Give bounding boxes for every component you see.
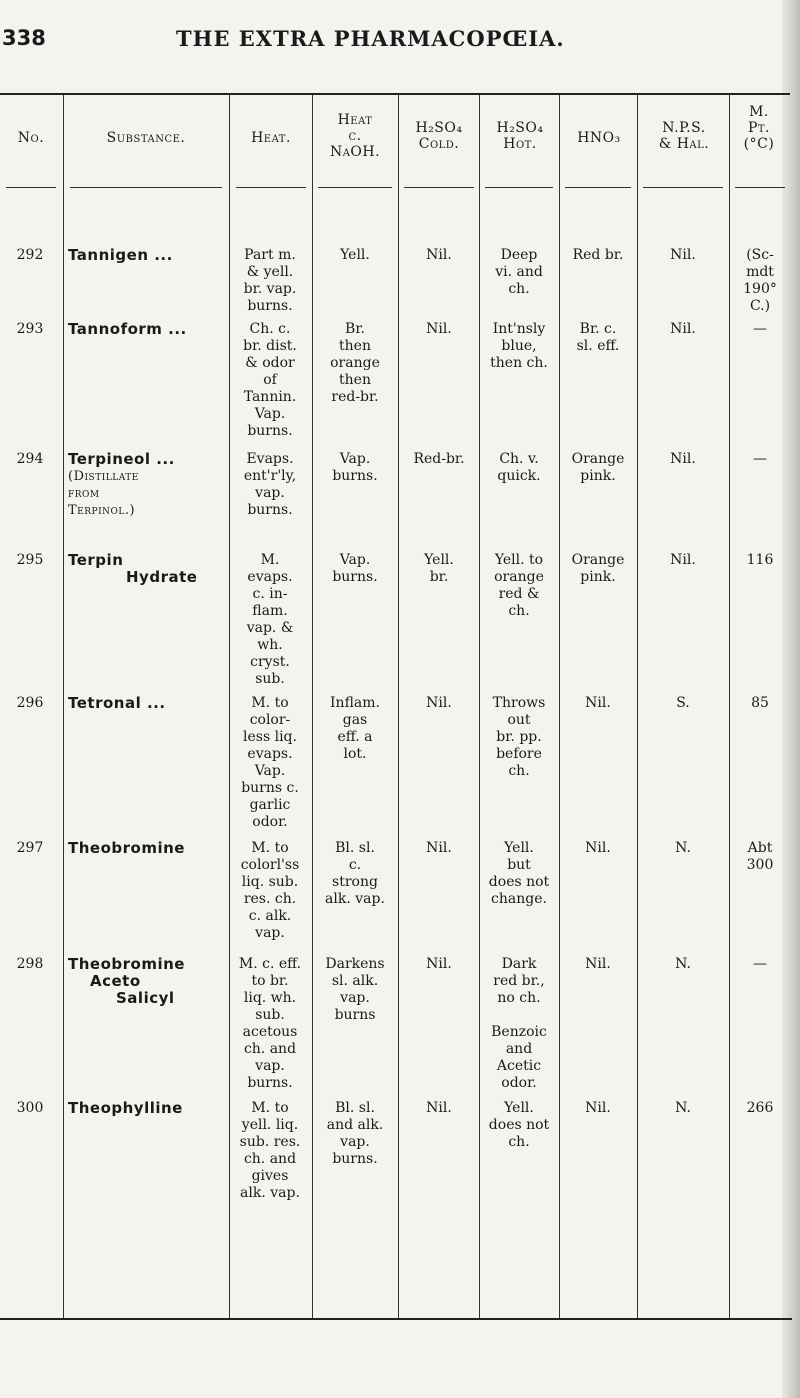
header-naoh-line: c. — [348, 128, 362, 144]
hot-line: Yell. to — [494, 552, 544, 568]
mp-line: — — [753, 321, 767, 337]
header-rule — [70, 187, 222, 188]
header-nps-line: N.P.S. — [662, 120, 706, 136]
heat-line: wh. — [257, 637, 283, 653]
hot-line: ch. — [508, 281, 530, 297]
hot-line: ch. — [508, 763, 530, 779]
substance-line: Hydrate — [126, 568, 198, 586]
hot-line: Yell. — [504, 840, 534, 856]
nps-cell — [638, 321, 728, 338]
heat-cell — [230, 695, 310, 831]
column-divider — [63, 95, 64, 1320]
hot-line: does not — [488, 1117, 550, 1133]
hot-line: red & — [498, 586, 540, 602]
naoh-line: orange — [330, 355, 380, 371]
hot-line: change. — [491, 891, 547, 907]
header-nps — [639, 120, 729, 152]
hot-line: but — [507, 857, 531, 873]
naoh-line: Bl. sl. — [335, 840, 375, 856]
naoh-line: vap. — [340, 990, 370, 1006]
cold-line: Yell. — [424, 552, 454, 568]
h2so4-hot-cell — [480, 695, 558, 780]
header-mp-line: Pt. — [747, 120, 771, 136]
substance-name — [68, 247, 228, 264]
hno3-line: Br. c. — [579, 321, 617, 337]
naoh-cell — [314, 956, 396, 1024]
substance-name — [68, 840, 228, 857]
nps-cell — [638, 552, 728, 569]
substance-line: Theophylline — [68, 1099, 183, 1117]
hot-line: red br., — [493, 973, 545, 989]
naoh-line: Inflam. — [330, 695, 380, 711]
naoh-line: red-br. — [331, 389, 379, 405]
heat-line: sub. — [255, 671, 285, 687]
hot-line: quick. — [497, 468, 541, 484]
heat-line: Tannin. — [243, 389, 297, 405]
hno3-line: Nil. — [585, 840, 611, 856]
header-rule — [6, 187, 56, 188]
hot-line: Throws — [492, 695, 546, 711]
substance-name — [68, 1100, 228, 1117]
header-rule — [485, 187, 553, 188]
substance-line: Terpin — [68, 551, 124, 569]
hot-line: Deep — [500, 247, 538, 263]
cold-line: Red-br. — [413, 451, 465, 467]
hno3-line: pink. — [580, 569, 616, 585]
hot-line: orange — [494, 569, 544, 585]
substance-line: Theobromine — [68, 955, 185, 973]
h2so4-hot-cell — [480, 321, 558, 372]
nps-line: Nil. — [670, 247, 696, 263]
column-divider — [312, 95, 313, 1320]
heat-line: of — [263, 372, 277, 388]
heat-line: br. vap. — [243, 281, 297, 297]
hno3-cell — [560, 321, 636, 355]
heat-line: garlic — [249, 797, 291, 813]
heat-line: Vap. — [254, 406, 286, 422]
heat-line: flam. — [252, 603, 288, 619]
nps-cell — [638, 247, 728, 264]
naoh-cell — [314, 695, 396, 763]
header-no-text: No. — [17, 130, 45, 146]
header-mp-line: (°C) — [743, 136, 775, 152]
substance-line: Terpineol ... — [68, 450, 175, 468]
heat-cell — [230, 247, 310, 315]
heat-line: evaps. — [247, 746, 293, 762]
heat-line: & odor — [245, 355, 295, 371]
mp-line: 300 — [746, 857, 774, 873]
heat-line: liq. sub. — [241, 874, 299, 890]
heat-line: to br. — [251, 973, 289, 989]
h2so4-cold-cell — [400, 247, 478, 264]
heat-line: ent'r'ly, — [243, 468, 297, 484]
h2so4-hot-cell — [480, 552, 558, 620]
naoh-line: gas — [342, 712, 368, 728]
hot-line: then ch. — [490, 355, 548, 371]
substance-name — [68, 321, 228, 338]
heat-line: vap. & — [246, 620, 294, 636]
heat-line: burns c. — [241, 780, 299, 796]
naoh-line: lot. — [343, 746, 367, 762]
naoh-line: c. — [348, 857, 362, 873]
melting-point-cell — [732, 451, 788, 468]
hot-line: Acetic — [496, 1058, 542, 1074]
heat-line: burns. — [247, 423, 293, 439]
page-number: 338 — [2, 26, 46, 50]
mp-line: — — [753, 451, 767, 467]
nps-cell — [638, 840, 728, 857]
row-number: 300 — [16, 1100, 44, 1116]
heat-line: res. ch. — [243, 891, 297, 907]
heat-cell — [230, 451, 310, 519]
header-hno3 — [561, 130, 637, 146]
header-cold-line: Cold. — [418, 136, 460, 152]
hot-line: before — [496, 746, 542, 762]
naoh-line: Yell. — [340, 247, 370, 263]
hno3-cell — [560, 451, 636, 485]
heat-cell — [230, 321, 310, 440]
heat-line: c. alk. — [248, 908, 292, 924]
heat-line: less liq. — [243, 729, 297, 745]
h2so4-hot-cell — [480, 840, 558, 908]
hno3-cell — [560, 840, 636, 857]
hot-line: Dark — [501, 956, 537, 972]
header-rule — [643, 187, 723, 188]
heat-cell — [230, 840, 310, 942]
nps-line: N. — [675, 1100, 691, 1116]
header-naoh-line: NaOH. — [329, 144, 381, 160]
substance-note-line: Terpinol.) — [68, 503, 136, 518]
melting-point-cell — [732, 1100, 788, 1117]
heat-line: yell. liq. — [241, 1117, 299, 1133]
header-substance — [66, 130, 226, 146]
heat-line: colorl'ss — [240, 857, 300, 873]
heat-line: M. — [260, 552, 280, 568]
nps-line: N. — [675, 956, 691, 972]
header-mp — [731, 104, 787, 152]
heat-cell — [230, 552, 310, 688]
hno3-cell — [560, 552, 636, 586]
substance-name — [68, 695, 228, 712]
row-number: 292 — [16, 247, 44, 263]
running-head — [0, 16, 760, 56]
substance-name — [68, 451, 228, 519]
mp-line: Abt — [747, 840, 773, 856]
hno3-cell — [560, 695, 636, 712]
mp-line: 190° — [743, 281, 777, 297]
substance-name — [68, 956, 228, 1007]
mp-line: 85 — [751, 695, 769, 711]
substance-line: Tetronal ... — [68, 694, 166, 712]
hot-line: and — [505, 1041, 533, 1057]
hot-line: odor. — [501, 1075, 537, 1091]
heat-line: alk. vap. — [240, 1185, 300, 1201]
heat-line: vap. — [255, 1058, 285, 1074]
header-rule — [565, 187, 631, 188]
header-heat-text: Heat. — [251, 130, 291, 146]
hot-line: no ch. — [497, 990, 541, 1006]
heat-line: Ch. c. — [249, 321, 291, 337]
heat-line: acetous — [242, 1024, 298, 1040]
heat-line: liq. wh. — [243, 990, 297, 1006]
naoh-line: alk. vap. — [325, 891, 385, 907]
naoh-line: burns. — [332, 468, 378, 484]
mp-line: — — [753, 956, 767, 972]
header-rule — [404, 187, 474, 188]
column-divider — [398, 95, 399, 1320]
heat-line: Part m. — [244, 247, 296, 263]
row-number: 294 — [16, 451, 44, 467]
naoh-line: vap. — [340, 1134, 370, 1150]
naoh-line: strong — [332, 874, 378, 890]
naoh-line: Bl. sl. — [335, 1100, 375, 1116]
hot-line: ch. — [508, 603, 530, 619]
h2so4-hot-cell — [480, 451, 558, 485]
row-number: 295 — [16, 552, 44, 568]
nps-line: Nil. — [670, 451, 696, 467]
substance-line: Aceto — [90, 972, 141, 990]
hot-line: blue, — [501, 338, 537, 354]
header-h2so4-cold — [400, 120, 478, 152]
substance-line: Theobromine — [68, 839, 185, 857]
h2so4-hot-cell — [480, 247, 558, 298]
cold-line: Nil. — [426, 956, 452, 972]
heat-line: ch. and — [243, 1151, 297, 1167]
hno3-line: pink. — [580, 468, 616, 484]
naoh-line: Br. — [345, 321, 365, 337]
h2so4-cold-cell — [400, 956, 478, 973]
h2so4-hot-cell — [480, 956, 558, 1092]
row-number: 293 — [16, 321, 44, 337]
hno3-line: Nil. — [585, 1100, 611, 1116]
h2so4-cold-cell — [400, 840, 478, 857]
heat-line: M. to — [251, 840, 289, 856]
nps-line: Nil. — [670, 552, 696, 568]
naoh-line: eff. a — [337, 729, 373, 745]
hno3-line: Orange — [571, 552, 625, 568]
nps-cell — [638, 1100, 728, 1117]
h2so4-cold-cell — [400, 552, 478, 586]
heat-line: color- — [249, 712, 291, 728]
heat-line: sub. — [255, 1007, 285, 1023]
naoh-line: burns — [334, 1007, 376, 1023]
naoh-line: Vap. — [339, 451, 371, 467]
naoh-cell — [314, 247, 396, 264]
melting-point-cell — [732, 247, 788, 315]
naoh-line: Vap. — [339, 552, 371, 568]
heat-line: M. to — [251, 1100, 289, 1116]
hot-line: Benzoic — [491, 1024, 547, 1040]
melting-point-cell — [732, 552, 788, 569]
naoh-cell — [314, 1100, 396, 1168]
naoh-cell — [314, 840, 396, 908]
column-divider — [729, 95, 730, 1320]
mp-line: 266 — [746, 1100, 774, 1116]
substance-line: Tannigen ... — [68, 246, 173, 264]
mp-line: mdt — [746, 264, 774, 280]
heat-cell — [230, 1100, 310, 1202]
melting-point-cell — [732, 695, 788, 712]
header-mp-line: M. — [749, 104, 769, 120]
heat-line: br. dist. — [243, 338, 297, 354]
header-nps-line: & Hal. — [658, 136, 710, 152]
hno3-line: Orange — [571, 451, 625, 467]
header-naoh-line: Heat — [337, 112, 373, 128]
nps-line: Nil. — [670, 321, 696, 337]
heat-line: vap. — [255, 925, 285, 941]
header-rule — [735, 187, 785, 188]
header-heat-naoh — [314, 112, 396, 160]
header-substance-text: Substance. — [106, 130, 186, 146]
nps-cell — [638, 695, 728, 712]
header-hot-line: H₂SO₄ — [496, 120, 544, 136]
heat-line: burns. — [247, 502, 293, 518]
row-number: 296 — [16, 695, 44, 711]
heat-line: odor. — [252, 814, 288, 830]
header-hot-line: Hot. — [503, 136, 537, 152]
h2so4-hot-cell — [480, 1100, 558, 1151]
bottom-rule — [0, 1318, 792, 1320]
substance-name — [68, 552, 228, 586]
melting-point-cell — [732, 321, 788, 338]
hot-line: vi. and — [495, 264, 543, 280]
heat-line: Evaps. — [246, 451, 294, 467]
nps-cell — [638, 451, 728, 468]
header-cold-line: H₂SO₄ — [415, 120, 463, 136]
top-rule — [0, 93, 790, 95]
hot-line: br. pp. — [496, 729, 542, 745]
cold-line: Nil. — [426, 1100, 452, 1116]
heat-line: gives — [251, 1168, 289, 1184]
cold-line: br. — [429, 569, 449, 585]
mp-line: (Sc- — [746, 247, 774, 263]
naoh-cell — [314, 321, 396, 406]
naoh-line: burns. — [332, 1151, 378, 1167]
heat-line: vap. — [255, 485, 285, 501]
hno3-cell — [560, 1100, 636, 1117]
nps-line: N. — [675, 840, 691, 856]
header-no — [2, 130, 60, 146]
cold-line: Nil. — [426, 321, 452, 337]
hot-line: ch. — [508, 1134, 530, 1150]
row-number: 297 — [16, 840, 44, 856]
hot-line: out — [507, 712, 531, 728]
substance-note-line: from — [68, 486, 100, 501]
heat-line: c. in- — [252, 586, 288, 602]
heat-line: Vap. — [254, 763, 286, 779]
header-rule — [236, 187, 306, 188]
hno3-cell — [560, 247, 636, 264]
hot-line: Ch. v. — [499, 451, 539, 467]
heat-line: & yell. — [246, 264, 294, 280]
hot-line: does not — [488, 874, 550, 890]
substance-note-line: (Distillate — [68, 469, 139, 484]
nps-line: S. — [676, 695, 690, 711]
header-heat — [231, 130, 311, 146]
substance-line: Salicyl — [116, 989, 175, 1007]
naoh-line: then — [339, 338, 371, 354]
heat-line: M. to — [251, 695, 289, 711]
hot-line: Int'nsly — [492, 321, 546, 337]
running-title: THE EXTRA PHARMACOPŒIA. — [176, 26, 565, 51]
cold-line: Nil. — [426, 840, 452, 856]
row-number: 298 — [16, 956, 44, 972]
header-hno3-text: HNO₃ — [577, 130, 621, 146]
h2so4-cold-cell — [400, 451, 478, 468]
naoh-line: then — [339, 372, 371, 388]
mp-line: 116 — [746, 552, 774, 568]
h2so4-cold-cell — [400, 695, 478, 712]
heat-line: M. c. eff. — [238, 956, 302, 972]
cold-line: Nil. — [426, 695, 452, 711]
naoh-line: and alk. — [326, 1117, 384, 1133]
hno3-line: Nil. — [585, 956, 611, 972]
header-rule — [318, 187, 392, 188]
melting-point-cell — [732, 956, 788, 973]
hno3-line: Nil. — [585, 695, 611, 711]
hno3-cell — [560, 956, 636, 973]
naoh-cell — [314, 451, 396, 485]
hno3-line: Red br. — [572, 247, 624, 263]
naoh-line: sl. alk. — [331, 973, 379, 989]
nps-cell — [638, 956, 728, 973]
header-h2so4-hot — [481, 120, 559, 152]
mp-line: C.) — [749, 298, 771, 314]
heat-line: ch. and — [243, 1041, 297, 1057]
hot-line — [480, 1007, 558, 1024]
h2so4-cold-cell — [400, 1100, 478, 1117]
heat-line: burns. — [247, 1075, 293, 1091]
h2so4-cold-cell — [400, 321, 478, 338]
melting-point-cell — [732, 840, 788, 874]
hot-line: Yell. — [504, 1100, 534, 1116]
heat-line: burns. — [247, 298, 293, 314]
naoh-line: Darkens — [325, 956, 385, 972]
cold-line: Nil. — [426, 247, 452, 263]
heat-line: cryst. — [250, 654, 290, 670]
substance-line: Tannoform ... — [68, 320, 187, 338]
heat-cell — [230, 956, 310, 1092]
heat-line: evaps. — [247, 569, 293, 585]
naoh-cell — [314, 552, 396, 586]
heat-line: sub. res. — [239, 1134, 301, 1150]
hno3-line: sl. eff. — [576, 338, 620, 354]
naoh-line: burns. — [332, 569, 378, 585]
